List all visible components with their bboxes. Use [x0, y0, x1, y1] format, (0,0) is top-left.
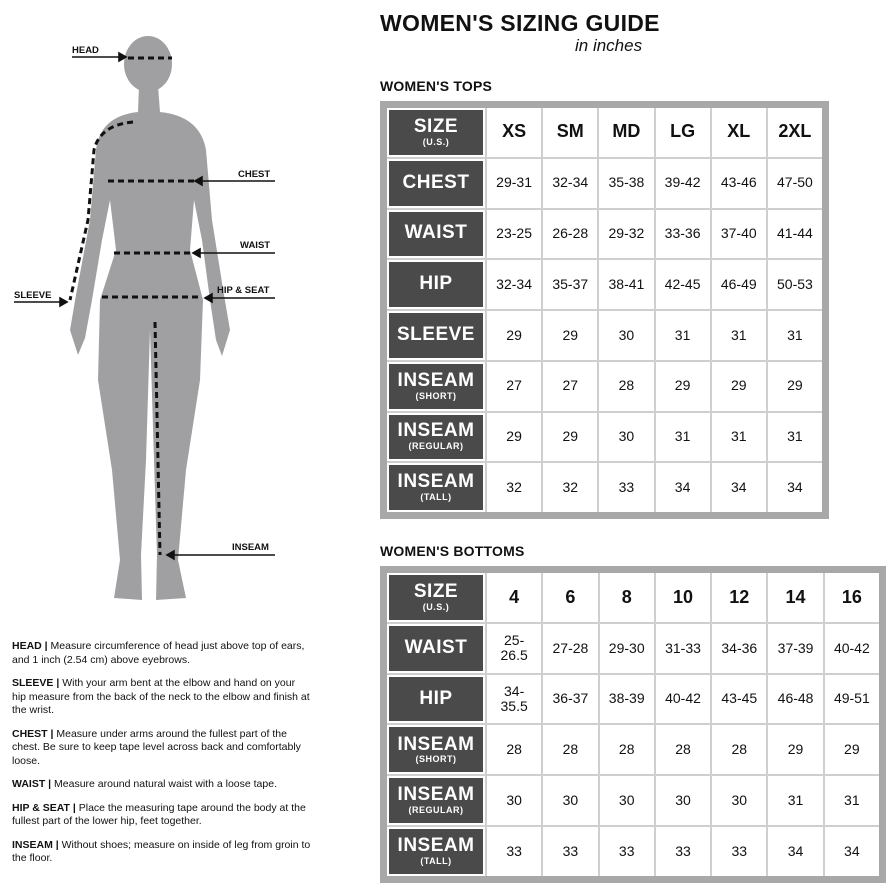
size-value-cell: 26-28 — [543, 210, 597, 259]
size-value-cell: 29-31 — [487, 159, 541, 208]
note-text: Measure under arms around the fullest part of the chest. Be sure to keep tape level across back and comfortably loose. — [12, 727, 301, 767]
size-value-cell: 30 — [543, 776, 597, 825]
size-value-cell: 37-40 — [712, 210, 766, 259]
row-label: SLEEVE — [397, 323, 475, 345]
size-value-cell: 34 — [768, 463, 822, 512]
size-value-cell: 29 — [768, 725, 822, 774]
size-value-cell: 29 — [825, 725, 879, 774]
size-column-header: 4 — [487, 573, 541, 622]
size-column-header: 2XL — [768, 108, 822, 157]
measurement-row-header — [387, 827, 485, 876]
size-value-cell: 31 — [656, 311, 710, 360]
size-value-cell: 34 — [825, 827, 879, 876]
size-column-header: 14 — [768, 573, 822, 622]
size-value-cell: 31 — [712, 311, 766, 360]
corner-sublabel: (U.S.) — [422, 136, 450, 147]
size-value-cell: 38-41 — [599, 260, 653, 309]
row-sublabel: (TALL) — [420, 856, 452, 867]
page-subtitle: in inches — [575, 36, 643, 55]
size-value-cell: 33 — [487, 827, 541, 876]
note-label: HEAD | — [12, 640, 48, 652]
size-value-cell: 29 — [712, 362, 766, 411]
measurement-row-header — [387, 776, 485, 825]
size-value-cell: 25- 26.5 — [487, 624, 541, 673]
size-value-cell: 33 — [599, 463, 653, 512]
measurement-instructions — [12, 640, 312, 876]
size-value-cell: 39-42 — [656, 159, 710, 208]
note-label: INSEAM | — [12, 838, 59, 851]
size-value-cell: 37-39 — [768, 624, 822, 673]
label-sleeve: SLEEVE — [14, 290, 52, 301]
row-label: WAIST — [404, 222, 468, 244]
size-value-cell: 35-38 — [599, 159, 653, 208]
size-corner-cell — [387, 573, 485, 622]
note-text: Place the measuring tape around the body at the fullest part of the lower hip, feet together. — [12, 801, 306, 827]
measurement-row-header — [387, 624, 485, 673]
size-value-cell: 43-46 — [712, 159, 766, 208]
note-text: Measure around natural waist with a loose tape. — [51, 778, 277, 790]
note-text: Measure circumference of head just above top of ears, and 1 inch (2.54 cm) above eyebrows. — [12, 640, 305, 666]
size-value-cell: 41-44 — [768, 210, 822, 259]
size-column-header: 8 — [600, 573, 654, 622]
size-value-cell: 29-30 — [600, 624, 654, 673]
corner-label: SIZE — [413, 581, 459, 603]
corner-label: SIZE — [413, 115, 459, 137]
measurement-row-header — [387, 210, 485, 259]
size-value-cell: 34 — [768, 827, 822, 876]
note-item — [12, 677, 312, 718]
size-value-cell: 40-42 — [825, 624, 879, 673]
size-value-cell: 46-49 — [712, 260, 766, 309]
row-label: INSEAM — [397, 471, 475, 493]
size-value-cell: 34 — [656, 463, 710, 512]
row-label: INSEAM — [397, 784, 475, 806]
size-column-header: 10 — [656, 573, 710, 622]
size-column-header: MD — [599, 108, 653, 157]
note-item — [12, 802, 312, 829]
row-sublabel: (REGULAR) — [408, 805, 464, 816]
note-label: WAIST | — [12, 778, 52, 790]
size-value-cell: 29 — [543, 413, 597, 462]
size-value-cell: 28 — [600, 725, 654, 774]
size-value-cell: 29 — [543, 311, 597, 360]
size-value-cell: 34- 35.5 — [487, 675, 541, 724]
size-value-cell: 29 — [656, 362, 710, 411]
size-value-cell: 31 — [656, 413, 710, 462]
row-label: INSEAM — [397, 733, 475, 755]
label-hip-seat: HIP & SEAT — [217, 285, 270, 296]
size-value-cell: 31-33 — [656, 624, 710, 673]
tops-heading: WOMEN'S TOPS — [380, 78, 493, 94]
size-value-cell: 42-45 — [656, 260, 710, 309]
row-label: CHEST — [402, 171, 470, 193]
page-title: WOMEN'S SIZING GUIDE — [380, 10, 660, 36]
label-waist: WAIST — [240, 240, 271, 251]
row-label: WAIST — [404, 636, 468, 658]
size-value-cell: 30 — [599, 413, 653, 462]
row-sublabel: (REGULAR) — [408, 441, 464, 452]
size-value-cell: 28 — [656, 725, 710, 774]
size-value-cell: 30 — [600, 776, 654, 825]
size-value-cell: 29 — [487, 413, 541, 462]
size-value-cell: 33 — [600, 827, 654, 876]
size-value-cell: 32-34 — [543, 159, 597, 208]
size-column-header: 6 — [543, 573, 597, 622]
size-value-cell: 29-32 — [599, 210, 653, 259]
size-value-cell: 31 — [825, 776, 879, 825]
size-value-cell: 32 — [487, 463, 541, 512]
note-label: HIP & SEAT | — [12, 801, 76, 814]
size-value-cell: 30 — [712, 776, 766, 825]
row-sublabel: (TALL) — [420, 492, 452, 503]
size-value-cell: 31 — [768, 776, 822, 825]
size-value-cell: 43-45 — [712, 675, 766, 724]
size-value-cell: 27-28 — [543, 624, 597, 673]
size-value-cell: 38-39 — [600, 675, 654, 724]
size-value-cell: 30 — [656, 776, 710, 825]
size-column-header: XL — [712, 108, 766, 157]
size-value-cell: 35-37 — [543, 260, 597, 309]
measurement-row-header — [387, 463, 485, 512]
size-value-cell: 33 — [543, 827, 597, 876]
size-value-cell: 33 — [712, 827, 766, 876]
size-value-cell: 50-53 — [768, 260, 822, 309]
size-value-cell: 27 — [487, 362, 541, 411]
measurement-row-header — [387, 260, 485, 309]
measurement-row-header — [387, 413, 485, 462]
row-label: HIP — [419, 687, 453, 709]
size-column-header: LG — [656, 108, 710, 157]
size-value-cell: 28 — [599, 362, 653, 411]
size-value-cell: 23-25 — [487, 210, 541, 259]
bottoms-size-table — [380, 566, 886, 883]
label-inseam: INSEAM — [232, 542, 269, 553]
size-value-cell: 36-37 — [543, 675, 597, 724]
row-sublabel: (SHORT) — [415, 754, 457, 765]
size-value-cell: 34-36 — [712, 624, 766, 673]
label-head: HEAD — [72, 45, 99, 56]
measurement-row-header — [387, 159, 485, 208]
size-column-header: 12 — [712, 573, 766, 622]
size-value-cell: 31 — [712, 413, 766, 462]
size-value-cell: 49-51 — [825, 675, 879, 724]
note-text: With your arm bent at the elbow and hand on your hip measure from the back of the neck to the elbow and finish at the wrist. — [12, 677, 310, 716]
size-corner-cell — [387, 108, 485, 157]
size-value-cell: 29 — [768, 362, 822, 411]
size-value-cell: 29 — [487, 311, 541, 360]
note-item — [12, 839, 312, 866]
size-value-cell: 30 — [487, 776, 541, 825]
size-column-header: SM — [543, 108, 597, 157]
size-value-cell: 34 — [712, 463, 766, 512]
woman-silhouette — [70, 36, 230, 600]
size-value-cell: 46-48 — [768, 675, 822, 724]
note-text: Without shoes; measure on inside of leg from groin to the floor. — [12, 838, 311, 864]
row-label: HIP — [419, 273, 453, 295]
row-sublabel: (SHORT) — [415, 390, 457, 401]
measurement-row-header — [387, 725, 485, 774]
size-value-cell: 33-36 — [656, 210, 710, 259]
note-label: SLEEVE | — [12, 677, 60, 689]
size-value-cell: 31 — [768, 413, 822, 462]
note-item — [12, 640, 312, 667]
size-column-header: XS — [487, 108, 541, 157]
size-value-cell: 40-42 — [656, 675, 710, 724]
size-value-cell: 32-34 — [487, 260, 541, 309]
size-value-cell: 31 — [768, 311, 822, 360]
size-value-cell: 32 — [543, 463, 597, 512]
size-value-cell: 28 — [487, 725, 541, 774]
corner-sublabel: (U.S.) — [422, 601, 450, 612]
measurement-row-header — [387, 362, 485, 411]
note-item — [12, 778, 312, 792]
size-column-header: 16 — [825, 573, 879, 622]
size-value-cell: 27 — [543, 362, 597, 411]
label-chest: CHEST — [238, 169, 271, 180]
size-value-cell: 28 — [543, 725, 597, 774]
size-value-cell: 47-50 — [768, 159, 822, 208]
tops-size-table — [380, 101, 829, 519]
measurement-row-header — [387, 675, 485, 724]
row-label: INSEAM — [397, 420, 475, 442]
size-value-cell: 33 — [656, 827, 710, 876]
size-value-cell: 28 — [712, 725, 766, 774]
measurement-row-header — [387, 311, 485, 360]
body-measurement-figure — [0, 0, 330, 620]
row-label: INSEAM — [397, 835, 475, 857]
row-label: INSEAM — [397, 369, 475, 391]
note-label: CHEST | — [12, 727, 54, 740]
note-item — [12, 728, 312, 769]
size-value-cell: 30 — [599, 311, 653, 360]
bottoms-heading: WOMEN'S BOTTOMS — [380, 543, 525, 559]
